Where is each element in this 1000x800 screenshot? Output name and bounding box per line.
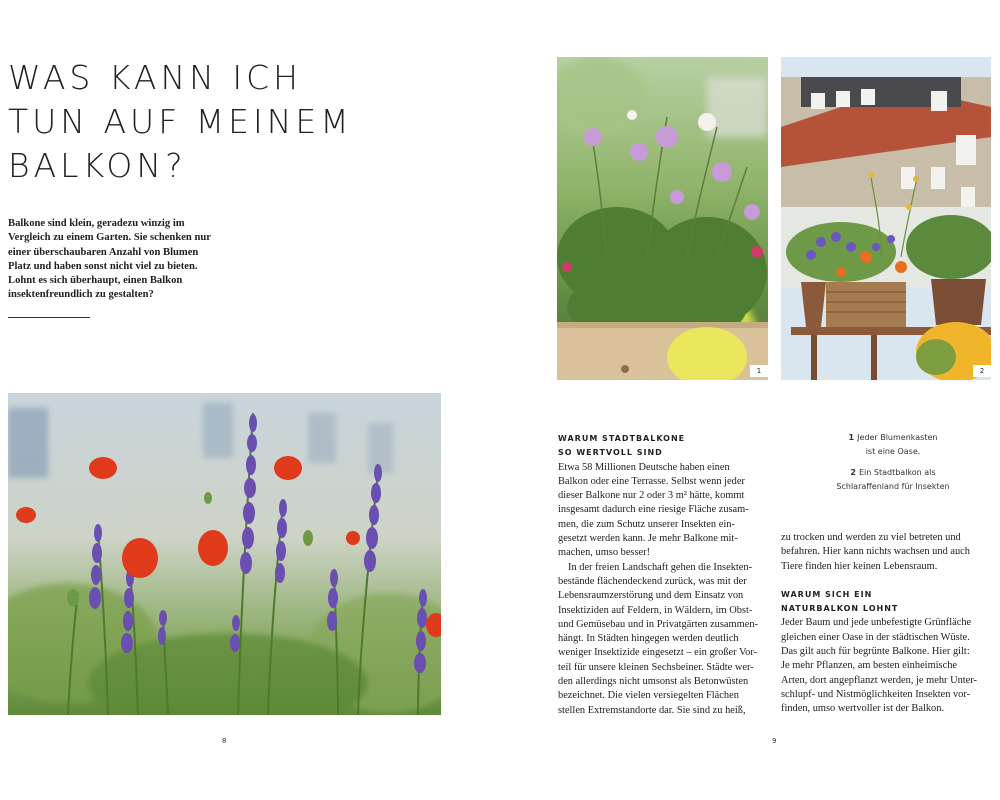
page-number-right: 9 <box>772 737 777 745</box>
photo-captions <box>808 431 978 494</box>
caption-1 <box>808 431 978 445</box>
caption-text: Jeder Blumenkasten <box>857 433 938 442</box>
body-line: stellen Extremstandorte dar. Sie sind zu heiß, <box>558 704 746 716</box>
body-line: Balkon oder eine Terrasse. Selbst wenn jeder <box>558 475 745 487</box>
body-line: Lebensraumzerstörung und dem Einsatz von <box>558 590 744 602</box>
section-heading: WARUM STADTBALKONE <box>558 434 686 443</box>
body-line: Etwa 58 Millionen Deutsche haben einen <box>558 461 730 473</box>
intro-paragraph <box>8 217 228 303</box>
intro-divider <box>8 317 90 318</box>
body-line: und Gemüsebau und in Privatgärten zusammen- <box>558 618 758 630</box>
text-column-b <box>781 531 991 717</box>
body-line: finden, umso wertvoller ist der Balkon. <box>781 703 945 715</box>
body-line: bestände flächendeckend zurück, was mit der <box>558 575 747 587</box>
body-line: bezeichnet. Die vielen versiegelten Flächen <box>558 690 739 702</box>
section-heading: SO WERTVOLL SIND <box>558 448 663 458</box>
body-line: teil für unsere kleinen Sechsbeiner. Städte wer- <box>558 661 754 673</box>
page-title <box>8 56 428 188</box>
body-line: zu trocken und werden zu viel betreten und <box>781 532 961 543</box>
body-line: Jeder Baum und jede unbefestigte Grünfläche <box>781 617 972 629</box>
body-line: insgesamt dadurch eine riesige Fläche zusam- <box>558 504 749 516</box>
body-line: Insektiziden auf Feldern, in Wäldern, im Obst- <box>558 604 753 616</box>
page-number-left: 8 <box>222 737 227 745</box>
intro-line: Lohnt es sich überhaupt, einen Balkon <box>8 275 183 287</box>
intro-line: Platz und haben sonst nicht viel zu bieten. <box>8 260 198 272</box>
photo-number-2: 2 <box>973 365 991 377</box>
title-line: WAS KANN ICH <box>8 58 302 97</box>
caption-text: ist eine Oase. <box>865 447 921 457</box>
title-line: BALKON? <box>8 146 187 185</box>
body-line: In der freien Landschaft gehen die Insekten- <box>568 561 753 573</box>
caption-number: 1 <box>848 433 855 442</box>
caption-2 <box>808 466 978 480</box>
caption-number: 2 <box>850 467 856 477</box>
body-line: gleichen einer Oase in der städtischen Wüste. <box>781 631 970 643</box>
section-heading: NATURBALKON LOHNT <box>781 604 899 614</box>
body-line: machen, umso besser! <box>558 547 651 559</box>
title-line: TUN AUF MEINEM <box>8 102 353 141</box>
photo-number-1: 1 <box>750 365 768 377</box>
section-heading: WARUM SICH EIN <box>781 589 873 599</box>
body-line: Das gilt auch für begrünte Balkone. Hier gilt: <box>781 646 970 658</box>
intro-line: einer überschaubaren Anzahl von Blumen <box>8 246 199 258</box>
body-line: dieser Balkone nur 2 oder 3 m² hätte, kommt <box>558 490 745 502</box>
body-line: hängt. In Städten hingegen werden deutlich <box>558 633 739 645</box>
body-line: Tiere finden hier keinen Lebensraum. <box>781 560 938 572</box>
body-line: Arten, dort angepflanzt werden, je mehr Unter- <box>781 674 977 686</box>
body-line: Je mehr Pflanzen, am besten einheimische <box>781 660 958 672</box>
meadow-flowers-photo <box>8 393 441 715</box>
body-line: schlupf- und Nistmöglichkeiten Insekten vor- <box>781 688 971 700</box>
text-column-a <box>558 432 758 718</box>
body-line: weniger Insektizide eingesetzt – ein großer Vor- <box>558 647 758 659</box>
balcony-baskets-photo <box>781 57 991 380</box>
caption-text: Ein Stadtbalkon als <box>859 467 936 477</box>
intro-line: Balkone sind klein, geradezu winzig im <box>8 218 185 229</box>
flower-box-photo <box>557 57 768 380</box>
caption-text: Schlaraffenland für Insekten <box>836 481 950 491</box>
intro-line: insektenfreundlich zu gestalten? <box>8 289 154 301</box>
body-line: gesetzt werden kann. Je mehr Balkone mit- <box>558 533 738 545</box>
intro-line: Vergleich zu einem Garten. Sie schenken nur <box>8 232 211 244</box>
body-line: men, die zum Schutz unserer Insekten ein- <box>558 518 735 530</box>
body-line: befahren. Hier kann nichts wachsen und auch <box>781 546 970 558</box>
body-line: den allerdings nicht umsonst als Betonwüsten <box>558 676 749 688</box>
